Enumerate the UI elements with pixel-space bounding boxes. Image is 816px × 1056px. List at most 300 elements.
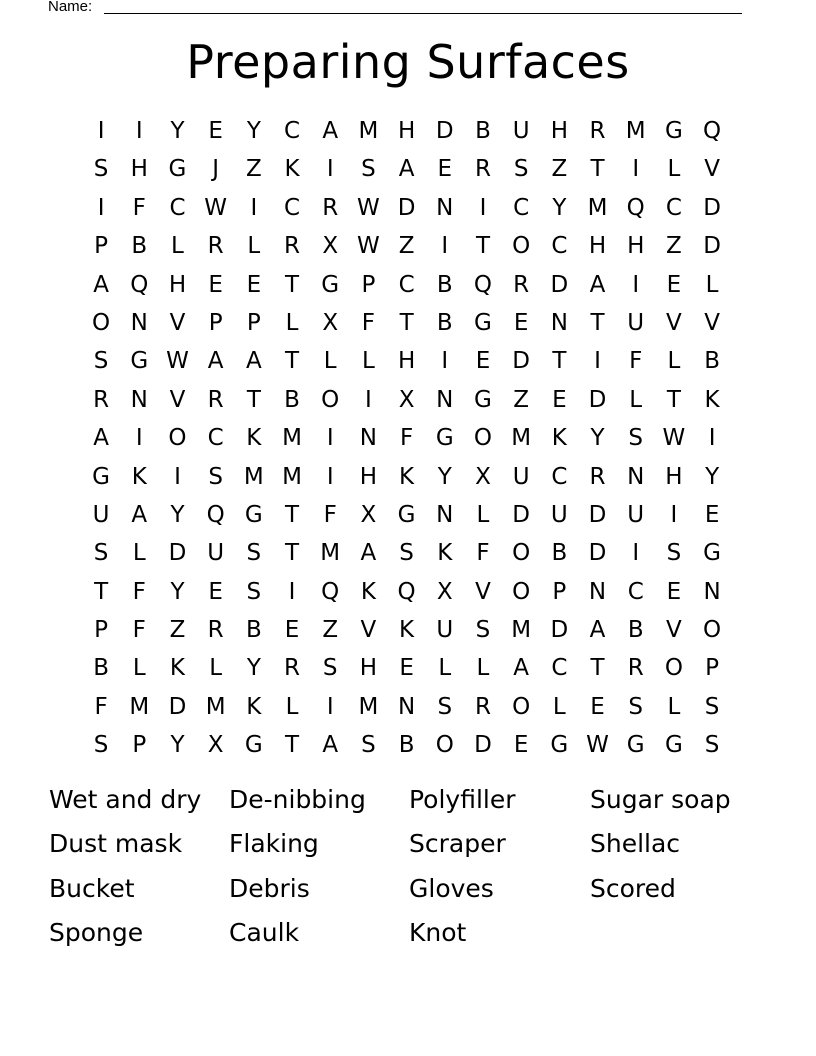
- grid-letter[interactable]: G: [703, 540, 721, 567]
- grid-letter[interactable]: O: [512, 233, 531, 260]
- grid-letter[interactable]: N: [397, 693, 416, 720]
- grid-letter[interactable]: E: [513, 309, 529, 336]
- grid-letter[interactable]: J: [212, 156, 220, 183]
- grid-letter[interactable]: G: [244, 732, 263, 759]
- grid-letter[interactable]: L: [323, 348, 337, 375]
- grid-letter[interactable]: C: [169, 194, 186, 221]
- grid-letter[interactable]: S: [513, 156, 529, 183]
- grid-letter[interactable]: L: [361, 348, 375, 375]
- grid-letter[interactable]: H: [627, 233, 645, 260]
- grid-letter[interactable]: S: [399, 540, 414, 567]
- grid-letter[interactable]: B: [704, 348, 720, 375]
- grid-letter[interactable]: G: [435, 425, 454, 452]
- grid-letter[interactable]: P: [208, 309, 223, 336]
- grid-letter[interactable]: M: [243, 463, 264, 490]
- grid-letter[interactable]: C: [284, 194, 301, 221]
- grid-letter[interactable]: Q: [130, 271, 149, 298]
- grid-letter[interactable]: F: [94, 693, 108, 720]
- grid-letter[interactable]: S: [93, 348, 109, 375]
- grid-letter[interactable]: I: [326, 463, 334, 490]
- grid-letter[interactable]: U: [627, 309, 645, 336]
- grid-letter[interactable]: X: [398, 386, 415, 413]
- grid-letter[interactable]: F: [476, 540, 490, 567]
- grid-letter[interactable]: B: [245, 617, 262, 644]
- grid-letter[interactable]: N: [436, 501, 454, 528]
- grid-letter[interactable]: E: [513, 732, 529, 759]
- grid-letter[interactable]: L: [705, 271, 719, 298]
- word-list-item: Gloves: [409, 873, 494, 903]
- grid-letter[interactable]: I: [326, 693, 334, 720]
- grid-letter[interactable]: V: [666, 309, 682, 336]
- grid-letter[interactable]: D: [435, 118, 454, 144]
- grid-letter[interactable]: E: [284, 617, 300, 644]
- grid-letter[interactable]: I: [250, 194, 258, 221]
- grid-letter[interactable]: F: [361, 309, 376, 336]
- grid-letter[interactable]: W: [357, 233, 380, 260]
- grid-letter[interactable]: A: [589, 271, 606, 298]
- grid-letter[interactable]: V: [704, 156, 720, 183]
- grid-letter[interactable]: T: [94, 578, 109, 605]
- grid-letter[interactable]: T: [285, 732, 300, 759]
- grid-letter[interactable]: S: [628, 425, 644, 452]
- grid-letter[interactable]: E: [208, 118, 223, 144]
- grid-letter[interactable]: A: [131, 501, 148, 528]
- grid-letter[interactable]: M: [358, 118, 379, 144]
- grid-letter[interactable]: D: [168, 540, 187, 567]
- grid-letter[interactable]: H: [397, 118, 416, 144]
- grid-letter[interactable]: I: [135, 425, 143, 452]
- grid-letter[interactable]: S: [361, 732, 376, 759]
- grid-letter[interactable]: N: [550, 309, 568, 336]
- grid-letter[interactable]: F: [132, 578, 146, 605]
- grid-letter[interactable]: E: [666, 578, 682, 605]
- grid-letter[interactable]: R: [474, 693, 491, 720]
- grid-letter[interactable]: D: [512, 501, 531, 528]
- grid-letter[interactable]: Z: [245, 156, 262, 183]
- grid-letter[interactable]: F: [399, 425, 414, 452]
- grid-letter[interactable]: I: [594, 348, 601, 375]
- grid-letter[interactable]: I: [97, 194, 105, 221]
- grid-letter[interactable]: M: [320, 540, 341, 567]
- grid-letter[interactable]: K: [551, 425, 567, 452]
- grid-letter[interactable]: F: [629, 348, 643, 375]
- word-list-item: Polyfiller: [409, 785, 516, 814]
- grid-letter[interactable]: L: [132, 540, 146, 567]
- grid-letter[interactable]: F: [323, 501, 337, 528]
- grid-letter[interactable]: R: [284, 233, 301, 260]
- grid-letter[interactable]: M: [282, 425, 302, 452]
- grid-letter[interactable]: C: [398, 271, 415, 298]
- grid-letter[interactable]: B: [436, 309, 453, 336]
- grid-letter[interactable]: E: [399, 655, 414, 682]
- grid-letter[interactable]: M: [358, 693, 379, 720]
- grid-letter[interactable]: T: [590, 655, 605, 682]
- grid-letter[interactable]: N: [588, 578, 607, 605]
- grid-letter[interactable]: D: [550, 271, 569, 298]
- grid-letter[interactable]: Y: [705, 463, 720, 490]
- grid-letter[interactable]: W: [357, 194, 380, 221]
- grid-letter[interactable]: E: [590, 693, 605, 720]
- grid-letter[interactable]: U: [512, 118, 530, 144]
- grid-letter[interactable]: U: [627, 501, 645, 528]
- grid-letter[interactable]: W: [204, 194, 228, 221]
- grid-letter[interactable]: R: [284, 655, 301, 682]
- grid-letter[interactable]: F: [132, 194, 146, 221]
- grid-letter[interactable]: O: [321, 386, 340, 413]
- grid-letter[interactable]: P: [132, 732, 147, 759]
- grid-letter[interactable]: Z: [398, 233, 415, 260]
- grid-letter[interactable]: X: [436, 578, 453, 605]
- grid-letter[interactable]: S: [704, 732, 720, 759]
- grid-letter[interactable]: C: [284, 118, 301, 144]
- grid-letter[interactable]: N: [436, 386, 454, 413]
- grid-letter[interactable]: S: [437, 693, 453, 720]
- grid-letter[interactable]: Q: [321, 578, 340, 605]
- grid-letter[interactable]: U: [207, 540, 225, 567]
- grid-letter[interactable]: L: [209, 655, 223, 682]
- grid-row: [82, 419, 732, 457]
- grid-letter[interactable]: A: [322, 118, 339, 144]
- grid-letter[interactable]: V: [666, 617, 682, 644]
- grid-letter[interactable]: D: [703, 233, 721, 260]
- grid-letter[interactable]: D: [703, 194, 721, 221]
- grid-letter[interactable]: W: [662, 425, 686, 452]
- grid-letter[interactable]: K: [246, 425, 262, 452]
- grid-letter[interactable]: V: [169, 309, 186, 336]
- grid-letter[interactable]: Y: [552, 194, 567, 221]
- grid-letter[interactable]: R: [627, 655, 644, 682]
- grid-letter[interactable]: V: [169, 386, 186, 413]
- grid-letter[interactable]: N: [703, 578, 721, 605]
- grid-letter[interactable]: G: [397, 501, 416, 528]
- grid-letter[interactable]: U: [92, 501, 110, 528]
- grid-letter[interactable]: T: [552, 348, 567, 375]
- grid-letter[interactable]: G: [626, 732, 645, 759]
- grid-letter[interactable]: U: [512, 463, 530, 490]
- grid-letter[interactable]: K: [399, 617, 415, 644]
- grid-letter[interactable]: C: [551, 655, 568, 682]
- grid-letter[interactable]: K: [399, 463, 415, 490]
- grid-letter[interactable]: H: [130, 156, 148, 183]
- grid-letter[interactable]: L: [438, 655, 452, 682]
- grid-letter[interactable]: B: [551, 540, 568, 567]
- grid-letter[interactable]: Y: [246, 118, 261, 144]
- grid-letter[interactable]: E: [208, 271, 223, 298]
- grid-letter[interactable]: E: [552, 386, 567, 413]
- grid-letter[interactable]: I: [670, 501, 678, 528]
- grid-row: [82, 227, 732, 265]
- grid-letter[interactable]: X: [322, 233, 339, 260]
- grid-letter[interactable]: D: [397, 194, 416, 221]
- grid-letter[interactable]: R: [322, 194, 339, 221]
- grid-letter[interactable]: W: [166, 348, 189, 375]
- grid-letter[interactable]: Q: [397, 578, 416, 605]
- grid-letter[interactable]: L: [476, 655, 490, 682]
- grid-letter[interactable]: O: [512, 578, 531, 605]
- grid-letter[interactable]: P: [246, 309, 261, 336]
- grid-letter[interactable]: E: [246, 271, 262, 298]
- grid-letter[interactable]: X: [207, 732, 224, 759]
- grid-letter[interactable]: C: [513, 194, 530, 221]
- grid-letter[interactable]: X: [322, 309, 339, 336]
- grid-letter[interactable]: S: [93, 540, 109, 567]
- grid-letter[interactable]: M: [205, 693, 226, 720]
- grid-letter[interactable]: G: [474, 386, 492, 413]
- grid-letter[interactable]: K: [704, 386, 720, 413]
- grid-letter[interactable]: Z: [322, 617, 339, 644]
- grid-letter[interactable]: Y: [170, 578, 185, 605]
- grid-letter[interactable]: T: [285, 348, 300, 375]
- grid-letter[interactable]: O: [92, 309, 111, 336]
- grid-letter[interactable]: E: [208, 578, 223, 605]
- grid-letter[interactable]: K: [246, 693, 262, 720]
- grid-letter[interactable]: R: [207, 617, 224, 644]
- grid-letter[interactable]: D: [550, 617, 569, 644]
- grid-letter[interactable]: M: [625, 118, 646, 144]
- grid-letter[interactable]: G: [664, 732, 683, 759]
- grid-letter[interactable]: O: [168, 425, 187, 452]
- grid-letter[interactable]: R: [589, 463, 606, 490]
- grid-letter[interactable]: Q: [626, 194, 645, 221]
- grid-letter[interactable]: P: [705, 655, 720, 682]
- grid-letter[interactable]: U: [436, 617, 454, 644]
- grid-letter[interactable]: L: [247, 233, 261, 260]
- grid-letter[interactable]: Y: [246, 655, 261, 682]
- grid-letter[interactable]: Y: [170, 501, 185, 528]
- grid-letter[interactable]: P: [94, 233, 109, 260]
- word-list-item: Knot: [409, 917, 467, 947]
- grid-letter[interactable]: K: [169, 655, 186, 682]
- grid-letter[interactable]: N: [130, 386, 148, 413]
- grid-letter[interactable]: B: [284, 386, 300, 413]
- grid-letter[interactable]: R: [589, 118, 606, 144]
- grid-letter[interactable]: H: [168, 271, 187, 298]
- grid-letter[interactable]: F: [132, 617, 146, 644]
- grid-letter[interactable]: S: [628, 693, 644, 720]
- grid-letter[interactable]: L: [552, 693, 566, 720]
- grid-letter[interactable]: S: [666, 540, 682, 567]
- grid-letter[interactable]: I: [441, 348, 449, 375]
- grid-letter[interactable]: T: [285, 501, 300, 528]
- grid-letter[interactable]: G: [168, 156, 187, 183]
- grid-letter[interactable]: I: [632, 156, 640, 183]
- grid-letter[interactable]: T: [399, 309, 414, 336]
- grid-letter[interactable]: G: [92, 463, 110, 490]
- grid-letter[interactable]: N: [436, 194, 454, 221]
- grid-letter[interactable]: I: [97, 118, 105, 144]
- grid-letter[interactable]: D: [168, 693, 187, 720]
- grid-letter[interactable]: V: [704, 309, 720, 336]
- grid-letter[interactable]: T: [285, 540, 300, 567]
- grid-letter[interactable]: G: [244, 501, 263, 528]
- word-list-item: Sponge: [49, 917, 144, 947]
- grid-letter[interactable]: I: [441, 233, 449, 260]
- grid-letter[interactable]: Q: [473, 271, 493, 298]
- grid-letter[interactable]: H: [397, 348, 416, 375]
- grid-letter[interactable]: I: [326, 156, 334, 183]
- grid-letter[interactable]: D: [512, 348, 531, 375]
- grid-letter[interactable]: S: [361, 156, 376, 183]
- grid-letter[interactable]: S: [322, 655, 338, 682]
- grid-letter[interactable]: I: [632, 271, 640, 298]
- grid-letter[interactable]: T: [590, 156, 605, 183]
- grid-letter[interactable]: K: [360, 578, 376, 605]
- grid-letter[interactable]: X: [475, 463, 491, 490]
- grid-letter[interactable]: O: [435, 732, 454, 759]
- grid-letter[interactable]: H: [665, 463, 683, 490]
- word-list-item: De-nibbing: [229, 785, 366, 814]
- grid-letter[interactable]: C: [627, 578, 644, 605]
- grid-letter[interactable]: G: [664, 118, 683, 144]
- grid-letter[interactable]: H: [359, 463, 378, 490]
- word-list-item: Scored: [590, 873, 676, 903]
- grid-letter[interactable]: O: [512, 540, 531, 567]
- grid-letter[interactable]: Q: [206, 501, 225, 528]
- grid-letter[interactable]: I: [479, 194, 487, 221]
- grid-letter[interactable]: G: [550, 732, 569, 759]
- grid-letter[interactable]: A: [322, 732, 339, 759]
- grid-letter[interactable]: M: [511, 617, 532, 644]
- grid-letter[interactable]: R: [474, 156, 491, 183]
- grid-letter[interactable]: L: [667, 156, 681, 183]
- grid-letter[interactable]: B: [436, 271, 453, 298]
- grid-letter[interactable]: E: [666, 271, 682, 298]
- grid-letter[interactable]: S: [475, 617, 491, 644]
- grid-letter[interactable]: R: [207, 386, 224, 413]
- grid-letter[interactable]: A: [360, 540, 377, 567]
- grid-letter[interactable]: R: [207, 233, 224, 260]
- grid-letter[interactable]: T: [285, 271, 300, 298]
- grid-letter[interactable]: B: [627, 617, 644, 644]
- grid-letter[interactable]: I: [708, 425, 716, 452]
- grid-letter[interactable]: N: [130, 309, 148, 336]
- grid-letter[interactable]: A: [93, 425, 109, 452]
- grid-letter[interactable]: L: [132, 655, 146, 682]
- grid-letter[interactable]: L: [285, 309, 299, 336]
- grid-letter[interactable]: Y: [437, 463, 452, 490]
- grid-letter[interactable]: B: [93, 655, 109, 682]
- grid-letter[interactable]: M: [511, 425, 532, 452]
- grid-letter[interactable]: Y: [590, 425, 605, 452]
- grid-letter[interactable]: C: [551, 233, 568, 260]
- grid-letter[interactable]: S: [208, 463, 223, 490]
- grid-letter[interactable]: C: [551, 463, 568, 490]
- grid-letter[interactable]: A: [589, 617, 606, 644]
- grid-letter[interactable]: I: [135, 118, 143, 144]
- grid-row: [82, 726, 732, 764]
- grid-letter[interactable]: C: [665, 194, 682, 221]
- grid-letter[interactable]: H: [359, 655, 378, 682]
- grid-letter[interactable]: X: [360, 501, 377, 528]
- grid-letter[interactable]: C: [207, 425, 224, 452]
- grid-letter[interactable]: A: [398, 156, 415, 183]
- grid-letter[interactable]: E: [475, 348, 491, 375]
- grid-letter[interactable]: Z: [551, 156, 568, 183]
- grid-letter[interactable]: K: [437, 540, 453, 567]
- grid-letter[interactable]: N: [359, 425, 378, 452]
- grid-letter[interactable]: M: [587, 194, 608, 221]
- grid-letter[interactable]: I: [365, 386, 372, 413]
- grid-letter[interactable]: G: [321, 271, 340, 298]
- grid-letter[interactable]: S: [246, 540, 262, 567]
- grid-letter[interactable]: B: [131, 233, 148, 260]
- grid-letter[interactable]: P: [361, 271, 376, 298]
- grid-letter[interactable]: L: [667, 693, 681, 720]
- grid-letter[interactable]: H: [550, 118, 568, 144]
- grid-letter[interactable]: T: [246, 386, 261, 413]
- grid-letter[interactable]: Q: [703, 118, 722, 144]
- grid-letter[interactable]: P: [552, 578, 567, 605]
- grid-letter[interactable]: O: [664, 655, 683, 682]
- grid-letter[interactable]: D: [588, 501, 607, 528]
- grid-letter[interactable]: I: [174, 463, 181, 490]
- grid-letter[interactable]: O: [473, 425, 493, 452]
- grid-letter[interactable]: T: [590, 309, 605, 336]
- grid-letter[interactable]: M: [129, 693, 150, 720]
- grid-letter[interactable]: D: [474, 732, 492, 759]
- grid-letter[interactable]: A: [245, 348, 262, 375]
- grid-letter[interactable]: M: [282, 463, 302, 490]
- grid-letter[interactable]: K: [131, 463, 147, 490]
- grid-letter[interactable]: B: [475, 118, 491, 144]
- grid-letter[interactable]: R: [513, 271, 530, 298]
- grid-letter[interactable]: O: [703, 617, 722, 644]
- grid-letter[interactable]: Z: [666, 233, 682, 260]
- grid-letter[interactable]: Y: [170, 118, 185, 144]
- grid-letter[interactable]: L: [667, 348, 681, 375]
- grid-letter[interactable]: T: [666, 386, 681, 413]
- grid-letter[interactable]: H: [588, 233, 607, 260]
- grid-letter[interactable]: D: [588, 540, 607, 567]
- grid-letter[interactable]: B: [398, 732, 415, 759]
- grid-letter[interactable]: I: [326, 425, 334, 452]
- grid-letter[interactable]: S: [704, 693, 720, 720]
- grid-letter[interactable]: R: [93, 386, 110, 413]
- grid-letter[interactable]: A: [207, 348, 224, 375]
- grid-letter[interactable]: Z: [513, 386, 530, 413]
- grid-letter[interactable]: N: [627, 463, 645, 490]
- grid-letter[interactable]: E: [704, 501, 720, 528]
- grid-letter[interactable]: G: [130, 348, 149, 375]
- word-list-item: Debris: [229, 873, 310, 903]
- grid-letter[interactable]: O: [512, 693, 531, 720]
- grid-letter[interactable]: S: [246, 578, 262, 605]
- grid-letter[interactable]: Z: [169, 617, 186, 644]
- grid-letter[interactable]: A: [93, 271, 109, 298]
- grid-letter[interactable]: T: [475, 233, 490, 260]
- grid-letter[interactable]: D: [588, 386, 607, 413]
- name-field[interactable]: [48, 0, 742, 17]
- grid-letter[interactable]: W: [586, 732, 609, 759]
- grid-letter[interactable]: A: [513, 655, 530, 682]
- grid-letter[interactable]: L: [629, 386, 643, 413]
- grid-letter[interactable]: V: [475, 578, 491, 605]
- grid-letter[interactable]: E: [437, 156, 453, 183]
- grid-letter[interactable]: L: [476, 501, 490, 528]
- grid-letter[interactable]: K: [284, 156, 300, 183]
- grid-letter[interactable]: P: [94, 617, 109, 644]
- grid-letter[interactable]: U: [550, 501, 568, 528]
- grid-letter[interactable]: L: [171, 233, 184, 260]
- grid-letter[interactable]: S: [93, 156, 109, 183]
- grid-letter[interactable]: I: [632, 540, 640, 567]
- grid-letter[interactable]: L: [285, 693, 299, 720]
- grid-letter[interactable]: V: [360, 617, 377, 644]
- grid-letter[interactable]: I: [288, 578, 296, 605]
- grid-letter[interactable]: G: [474, 309, 492, 336]
- grid-letter[interactable]: Y: [170, 732, 185, 759]
- grid-letter[interactable]: S: [93, 732, 109, 759]
